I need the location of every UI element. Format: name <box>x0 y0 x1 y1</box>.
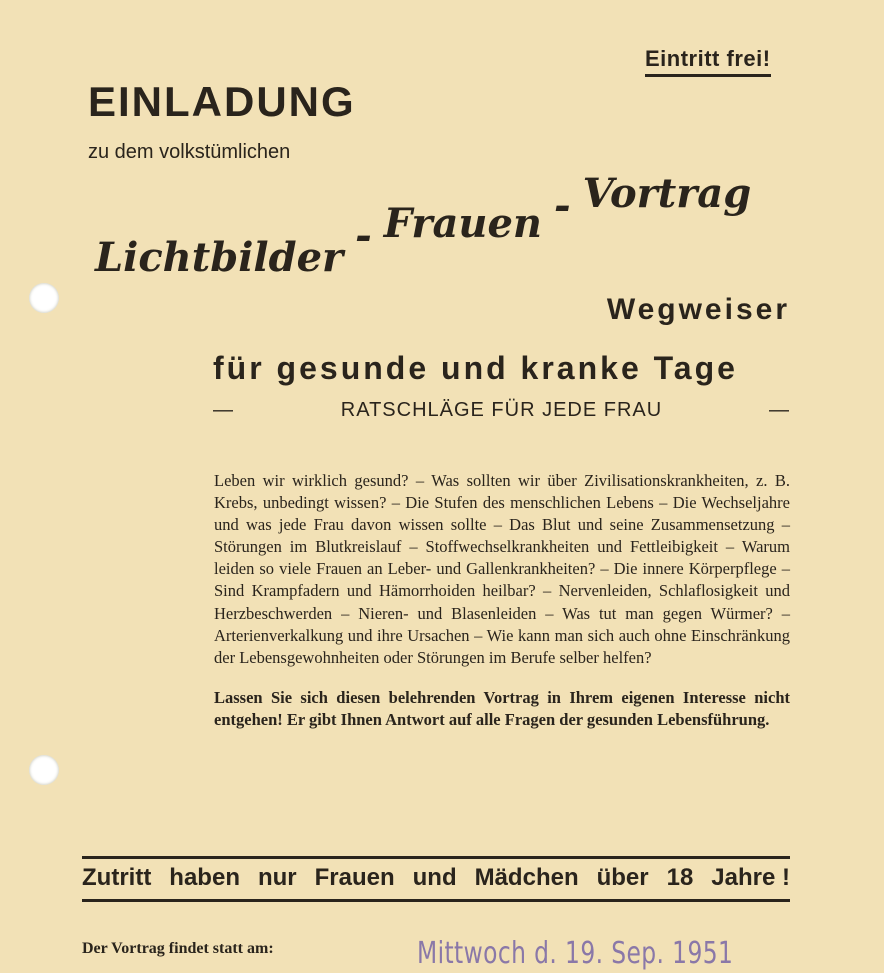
notice-word: Jahre ! <box>711 864 790 891</box>
wegweiser-heading: Wegweiser <box>606 293 790 326</box>
body-text <box>214 470 790 731</box>
admission-free-label: Eintritt frei! <box>645 46 771 77</box>
page-title: EINLADUNG <box>88 78 356 125</box>
notice-word: über <box>596 864 649 891</box>
notice-word: Zutritt <box>82 864 152 891</box>
script-title-part3: Vortrag <box>582 170 752 217</box>
admission-notice <box>82 856 790 902</box>
date-label: Der Vortrag findet statt am: <box>82 940 274 957</box>
script-title-part1: Lichtbilder <box>95 234 344 281</box>
punch-hole-bottom <box>29 755 59 785</box>
tagline: für gesunde und kranke Tage <box>213 350 738 386</box>
script-title-dash2: - <box>554 182 571 229</box>
script-title-dash1: - <box>355 212 372 259</box>
notice-word: Frauen <box>314 864 395 891</box>
subtitle: zu dem volkstümlichen <box>88 141 291 163</box>
notice-word: haben <box>169 864 240 891</box>
date-stamp: Mittwoch d. 19. Sep. 1951 <box>417 936 734 971</box>
advice-text: RATSCHLÄGE FÜR JEDE FRAU <box>340 399 663 421</box>
script-title <box>95 168 752 281</box>
topics-paragraph: Leben wir wirklich gesund? – Was sollten wir über Zivilisationskrankheiten, z. B. Krebs, unbedingt wissen? – Die Stufen des menschlichen Lebens – Die Wechseljahre und was jede Frau davon wissen sollte – Das Blut und seine Zusammensetzung – Störungen im Blutkreislauf – Stoffwechselkrankheiten und Fettleibigkeit – Warum leiden so viele Frauen an Leber- und Gallenkrankheiten? – Die innere Körperpflege – Sind Krampfadern und Hämorrhoiden heilbar? – Nervenleiden, Schlaflosigkeit und Herzbeschwerden – Nieren- und Blasenleiden – Was tut man gegen Würmer? – Arterienverkalkung und ihre Ursachen – Wie kann man sich auch ohne Einschränkung der Lebensgewohnheiten oder Störungen im Berufe selber helfen? <box>214 471 790 667</box>
appeal-paragraph: Lassen Sie sich diesen belehrenden Vortrag in Ihrem eigenen Interesse nicht entgehen! Er gibt Ihnen Antwort auf alle Fragen der gesunden Lebensführung. <box>214 687 790 729</box>
dash-left: — <box>213 399 234 421</box>
notice-word: Mädchen <box>474 864 579 891</box>
advice-line <box>213 399 790 422</box>
dash-right: — <box>768 399 790 421</box>
notice-word: und <box>412 864 457 891</box>
notice-word: 18 <box>666 864 694 891</box>
script-title-part2: Frauen <box>383 200 543 247</box>
punch-hole-top <box>29 283 59 313</box>
notice-word: nur <box>257 864 297 891</box>
